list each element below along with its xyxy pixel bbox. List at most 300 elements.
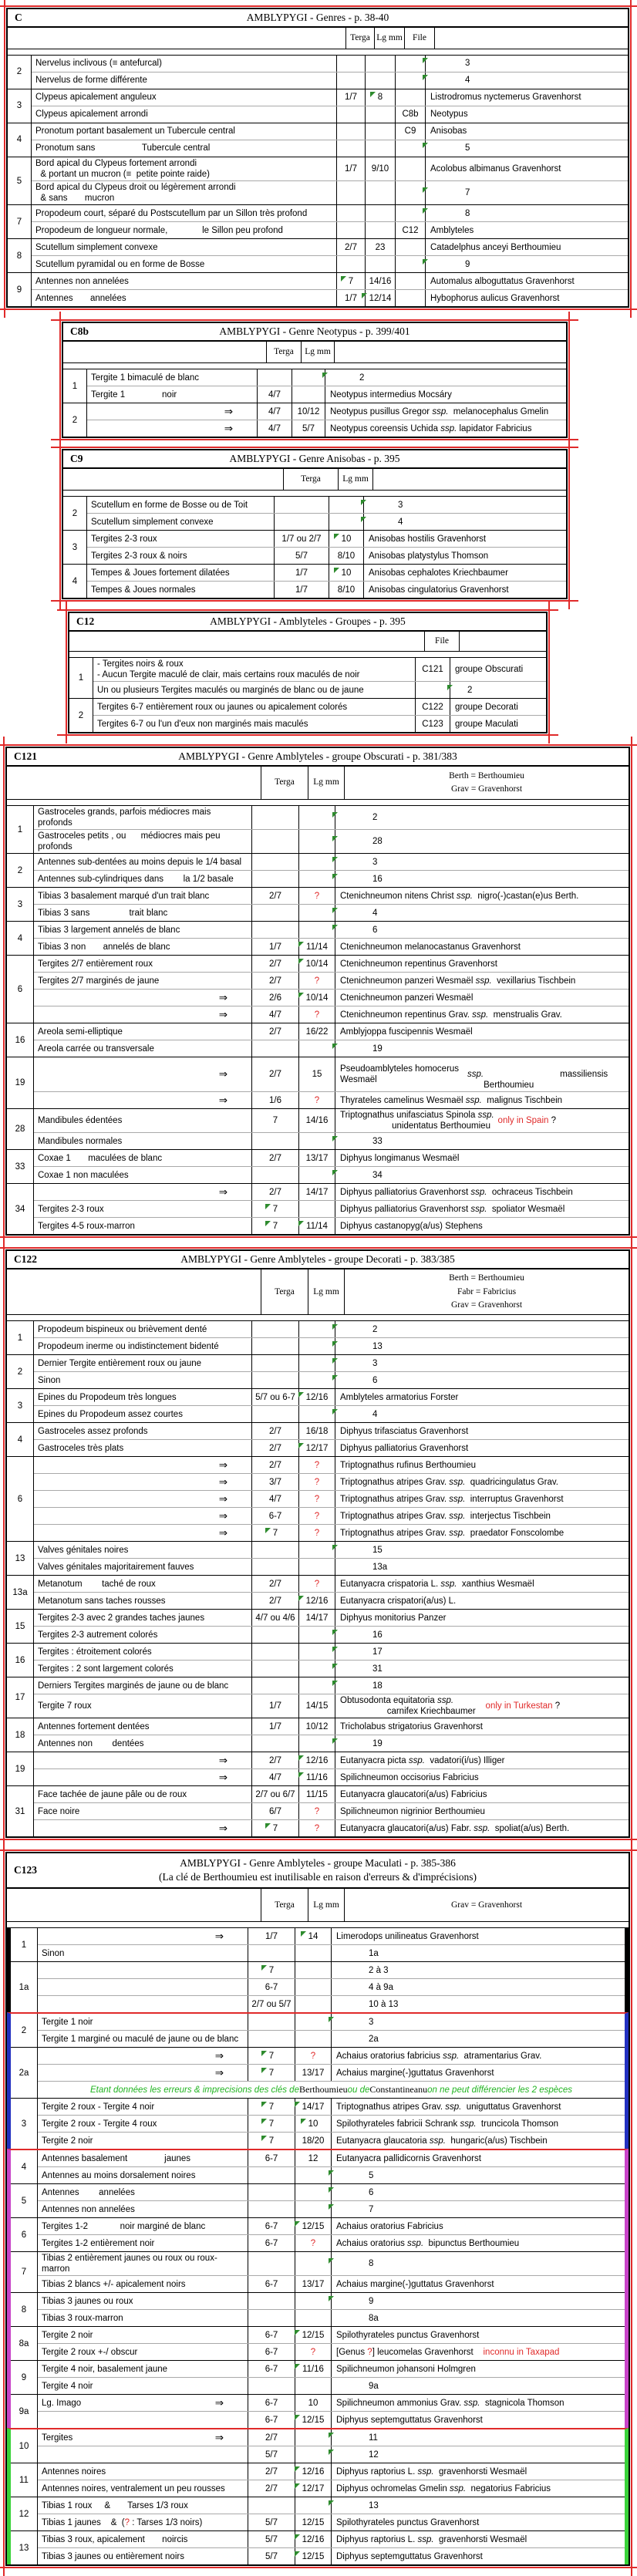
couplet-number: 6 <box>7 956 34 1023</box>
lgmm-value: 23 <box>375 242 386 252</box>
arrow-icon: ⇒ <box>218 1772 228 1784</box>
criterion-cell: Tergite 2 noir <box>42 2330 93 2340</box>
lgmm-value: ? <box>314 1511 320 1521</box>
couplet-rows <box>38 2218 625 2251</box>
species-cell: Eutanyacra glaucatoria ssp. hungaric(a/us) Tischbein <box>331 2133 625 2149</box>
couplet-rows <box>87 403 566 437</box>
lgmm-cell <box>298 871 335 887</box>
species-cell: Triptognathus atripes Grav. ssp. praedator Fonscolombe <box>335 1525 629 1541</box>
terga-cell <box>251 1406 298 1422</box>
next-couplet-ref: 9 <box>336 2296 373 2307</box>
criterion-cell: Propodeum de longueur normale, le Sillon peu profond <box>35 225 283 235</box>
couplet-number: 3 <box>7 888 34 921</box>
lgmm-cell <box>295 2514 331 2530</box>
table-title <box>7 750 629 763</box>
species-cell <box>331 2310 625 2326</box>
couplet-group <box>7 805 629 853</box>
terga-cell <box>336 140 365 157</box>
lgmm-column-header: Lg mm <box>301 342 334 362</box>
species-cell <box>335 1406 629 1422</box>
subspecies-abbrev: ssp. <box>449 1528 466 1538</box>
couplet-group <box>7 1354 629 1388</box>
terga-cell <box>274 548 329 564</box>
comment-marker-icon <box>332 1409 338 1414</box>
lgmm-cell <box>298 1491 335 1507</box>
terga-cell <box>248 2184 295 2200</box>
lgmm-cell <box>295 2548 331 2564</box>
terga-value: 2/7 <box>269 1027 281 1037</box>
criterion-cell: Bord apical du Clypeus droit ou légèrement arrondi & sans mucron <box>35 183 236 204</box>
species-cell: Neotypus intermedius Mocsáry <box>325 386 566 403</box>
lgmm-cell <box>329 497 363 513</box>
file-cell <box>395 140 425 157</box>
lgmm-cell <box>298 806 335 829</box>
red-frame-line <box>568 439 570 609</box>
species-cell <box>331 2378 625 2394</box>
couplet-number: 1 <box>7 806 34 853</box>
subspecies-abbrev: ssp. <box>417 2466 434 2477</box>
terga-column-header: Terga <box>345 28 374 49</box>
criterion-cell: Face noire <box>38 1806 80 1816</box>
next-couplet-ref: 34 <box>340 1170 383 1181</box>
lgmm-value: 13/17 <box>302 2068 325 2078</box>
lgmm-value: 5/7 <box>302 423 315 433</box>
red-frame-line <box>0 1839 637 1840</box>
terga-value: 4/7 <box>269 1494 281 1504</box>
comment-marker-icon <box>332 925 338 930</box>
red-frame-line <box>0 2567 637 2568</box>
subspecies-abbrev: ssp. <box>440 1579 457 1589</box>
lgmm-value: 14/16 <box>369 276 392 286</box>
couplet-number: 9 <box>11 2361 38 2394</box>
couplet-rows <box>34 806 629 853</box>
terga-value: 1/7 <box>295 568 308 578</box>
terga-value: 7 <box>273 1204 278 1215</box>
lgmm-cell <box>298 1201 335 1217</box>
terga-cell <box>274 514 329 530</box>
couplet-rows <box>38 2099 625 2149</box>
species-cell: Spilothyrateles punctus Gravenhorst <box>331 2327 625 2343</box>
subspecies-abbrev: ssp. <box>443 2051 460 2061</box>
terga-cell <box>251 1338 298 1354</box>
key-row <box>34 1184 629 1200</box>
terga-value: 7 <box>273 1221 278 1232</box>
couplet-number: 9 <box>8 273 32 306</box>
couplet-rows <box>34 1677 629 1718</box>
criterion-cell <box>38 2514 248 2530</box>
lgmm-value: ? <box>310 2347 316 2357</box>
comment-marker-icon <box>329 2170 334 2176</box>
species-cell <box>331 2497 625 2514</box>
couplet-group <box>11 1927 625 1961</box>
criterion-cell <box>87 403 257 420</box>
couplet-rows <box>32 157 628 204</box>
key-row <box>93 699 546 715</box>
criterion-cell: Tergite 7 roux <box>38 1701 92 1711</box>
criterion-cell <box>34 1457 251 1473</box>
criterion-cell: Tergite 1 noir <box>91 389 177 400</box>
terga-cell <box>251 1491 298 1507</box>
file-cell <box>395 181 425 204</box>
couplet-group <box>11 2360 625 2394</box>
terga-value: 1/7 ou 2/7 <box>281 534 322 544</box>
lgmm-cell <box>298 1559 335 1575</box>
species-cell: Achaius oratorius Fabricius <box>331 2218 625 2234</box>
terga-value: 6-7 <box>265 2238 278 2248</box>
criterion-cell: Tergite 4 noir, basalement jaune <box>42 2364 168 2374</box>
species-cell: Neotypus <box>425 106 628 123</box>
terga-column-header: Terga <box>283 469 338 490</box>
couplet-rows <box>34 1321 629 1354</box>
comment-marker-icon <box>298 942 304 947</box>
couplet-group <box>7 1541 629 1575</box>
species-cell <box>331 2344 625 2360</box>
terga-cell <box>248 2099 295 2115</box>
subspecies-abbrev: ssp. <box>432 406 449 416</box>
subspecies-abbrev: ssp. <box>467 1070 484 1080</box>
key-row <box>38 2343 625 2360</box>
lgmm-cell <box>295 1945 331 1961</box>
red-annotation: ? <box>367 2347 372 2357</box>
lgmm-value: 13/17 <box>305 1153 329 1163</box>
subspecies-abbrev: ssp. <box>450 2483 467 2493</box>
species-cell <box>425 205 628 221</box>
lgmm-value: 12/15 <box>302 2221 325 2232</box>
couplet-group <box>7 1388 629 1422</box>
criterion-cell: Tergites 6-7 ou l'un d'eux non marginés mais maculés <box>97 719 308 729</box>
table-title-row <box>7 748 629 767</box>
terga-cell <box>251 1321 298 1337</box>
key-row <box>38 1944 625 1961</box>
comment-marker-icon <box>423 187 428 193</box>
lgmm-value: 12/15 <box>302 2330 325 2341</box>
criterion-cell: Valves génitales noires <box>38 1545 129 1555</box>
criterion-cell: Tibias 3 roux, apicalement noircis <box>42 2534 188 2544</box>
terga-cell <box>248 2252 295 2275</box>
header-spacer-row <box>63 363 566 369</box>
species-cell: Triptognathus atripes Grav. ssp. interruptus Gravenhorst <box>335 1491 629 1507</box>
couplet-number: 8 <box>8 239 32 272</box>
lgmm-cell <box>298 1644 335 1660</box>
table-code: C121 <box>14 750 37 762</box>
species-cell <box>335 1372 629 1388</box>
criterion-cell: Antennes au moins dorsalement noires <box>42 2170 196 2180</box>
terga-cell <box>251 1006 298 1023</box>
next-couplet-ref: 5 <box>430 143 470 153</box>
band-colored <box>7 2428 629 2564</box>
key-row <box>38 2446 625 2463</box>
key-row <box>32 273 628 289</box>
lgmm-value: 10 <box>342 534 352 545</box>
lgmm-value: ? <box>314 1579 320 1589</box>
table-title-row <box>63 323 566 342</box>
column-header-spacer <box>8 28 345 49</box>
couplet-group <box>7 1575 629 1609</box>
comment-marker-icon <box>423 75 428 80</box>
file-cell <box>395 273 425 289</box>
terga-value: 6/7 <box>269 1806 281 1816</box>
lgmm-cell <box>298 1677 335 1694</box>
key-row <box>34 1610 629 1626</box>
lgmm-cell <box>298 1218 335 1234</box>
terga-cell <box>251 1508 298 1524</box>
terga-cell <box>257 386 292 403</box>
criterion-cell: Tergites : 2 sont largement colorés <box>38 1664 174 1674</box>
couplet-group <box>7 1183 629 1234</box>
species-cell: Pseudoamblyteles homocerus Wesmaël ssp. massiliensis Berthoumieu <box>335 1057 629 1091</box>
terga-value: 2/7 ou 5/7 <box>251 1999 292 2009</box>
key-row <box>38 2531 625 2547</box>
terga-cell <box>257 403 292 420</box>
terga-cell <box>251 1372 298 1388</box>
lgmm-value: 12/16 <box>302 2466 325 2477</box>
species-cell <box>335 905 629 921</box>
terga-value: 7 <box>349 276 353 287</box>
terga-cell <box>251 939 298 955</box>
column-header-spacer <box>7 1269 261 1314</box>
terga-cell <box>251 956 298 972</box>
species-cell: Diphyus monitorius Panzer <box>335 1610 629 1626</box>
lgmm-cell <box>295 2412 331 2428</box>
terga-value: 4/7 <box>268 423 281 433</box>
next-couplet-ref: 1a <box>369 1948 379 1958</box>
couplet-number: 2 <box>8 56 32 89</box>
key-row <box>32 205 628 221</box>
table-title <box>69 615 546 628</box>
criterion-cell: Tergite 1 noir <box>42 2017 93 2027</box>
couplet-number: 3 <box>11 2099 38 2149</box>
terga-value: 2/7 <box>269 976 281 986</box>
key-row <box>38 2064 625 2081</box>
red-frame-line <box>631 737 632 1246</box>
lgmm-cell <box>295 2184 331 2200</box>
key-table-frame-C9 <box>62 449 568 599</box>
criterion-cell: Antennes noires, ventralement un peu rousses <box>42 2483 225 2493</box>
species-cell: Diphyus castanopyg(a/us) Stephens <box>335 1218 629 1234</box>
lgmm-cell <box>365 239 395 255</box>
terga-cell <box>248 1979 295 1995</box>
subspecies-abbrev: ssp. <box>440 423 457 433</box>
key-row <box>34 1507 629 1524</box>
file-cell <box>415 658 450 681</box>
couplet-rows <box>38 2048 625 2098</box>
lgmm-cell <box>298 1752 335 1768</box>
terga-cell <box>248 2133 295 2149</box>
criterion-cell: Mandibules édentées <box>38 1116 123 1126</box>
text-segment: Obtusodonta equitatoria ssp. carnifex Kriechbaumer <box>340 1696 486 1717</box>
red-frame-line <box>57 734 558 736</box>
comment-marker-icon <box>329 2204 334 2210</box>
comment-marker-icon <box>295 2483 300 2489</box>
key-row <box>34 1660 629 1677</box>
criterion-cell <box>38 1996 248 2012</box>
comment-marker-icon <box>329 2296 334 2301</box>
couplet-group <box>7 1149 629 1183</box>
criterion-cell: Metanotum sans taches rousses <box>38 1596 166 1606</box>
terga-value: 7 <box>269 2068 274 2079</box>
species-cell: Ctenichneumon melanocastanus Gravenhorst <box>335 939 629 955</box>
text-segment: Constantineanu <box>369 2084 428 2096</box>
lgmm-cell <box>365 256 395 272</box>
terga-value: 2/7 <box>269 1426 281 1436</box>
identification-key-page <box>0 8 637 2566</box>
lgmm-cell <box>298 1150 335 1166</box>
couplet-number: 3 <box>7 1389 34 1422</box>
key-row <box>34 1040 629 1057</box>
lgmm-cell <box>295 2463 331 2480</box>
criterion-cell: Antennes non dentées <box>38 1738 144 1748</box>
lgmm-cell <box>298 1440 335 1456</box>
file-cell <box>395 106 425 123</box>
terga-value: 2/7 <box>345 242 357 252</box>
terga-cell <box>248 1996 295 2012</box>
lgmm-value: 10/12 <box>305 1721 329 1731</box>
species-cell <box>425 140 628 157</box>
species-cell: Amblyteles armatorius Forster <box>335 1389 629 1405</box>
couplet-rows <box>38 2014 625 2047</box>
couplet-group <box>8 272 628 306</box>
couplet-rows <box>32 123 628 157</box>
couplet-rows <box>34 956 629 1023</box>
lgmm-cell <box>298 1372 335 1388</box>
column-header-spacer <box>63 469 283 490</box>
couplet-number: 2a <box>11 2048 38 2098</box>
lgmm-value: 12/15 <box>302 2517 325 2527</box>
lgmm-value: ? <box>314 1528 320 1538</box>
couplet-number: 2 <box>11 2014 38 2047</box>
species-cell <box>335 1167 629 1183</box>
couplet-number: 6 <box>7 1457 34 1541</box>
lgmm-cell <box>298 1184 335 1200</box>
terga-cell <box>251 922 298 938</box>
lgmm-cell <box>329 582 363 598</box>
couplet-rows <box>34 1389 629 1422</box>
terga-cell <box>248 2031 295 2047</box>
couplet-rows <box>34 1423 629 1456</box>
lgmm-cell <box>329 514 363 530</box>
lgmm-cell <box>365 181 395 204</box>
band <box>8 55 628 306</box>
couplet-group <box>63 496 566 530</box>
terga-cell <box>248 2218 295 2234</box>
terga-value: 1/6 <box>269 1095 281 1105</box>
species-cell <box>335 1661 629 1677</box>
lgmm-value: ? <box>314 891 320 901</box>
criterion-cell: Antennes fortement dentées <box>38 1721 150 1731</box>
table-title-text: AMBLYPYGI - Amblyteles - Groupes - p. 395 <box>210 615 406 627</box>
terga-cell <box>251 871 298 887</box>
legend-line: Fabr = Fabricius <box>457 1286 517 1296</box>
comment-marker-icon <box>265 1528 271 1533</box>
lgmm-cell <box>298 1321 335 1337</box>
couplet-group <box>7 1320 629 1354</box>
key-row <box>38 2309 625 2326</box>
lgmm-cell <box>295 2014 331 2030</box>
table-code: C9 <box>70 452 83 464</box>
lgmm-value: 10/12 <box>297 406 320 416</box>
next-couplet-ref: 12 <box>336 2450 379 2460</box>
couplet-number: 4 <box>7 1423 34 1456</box>
species-cell: Anisobas <box>425 123 628 140</box>
terga-value: 2/7 <box>269 1443 281 1453</box>
key-row <box>34 854 629 870</box>
lgmm-cell <box>295 2327 331 2343</box>
terga-value: 7 <box>273 1823 278 1834</box>
criterion-cell: Dernier Tergite entièrement roux ou jaune <box>38 1358 202 1368</box>
couplet-number: 2 <box>63 403 87 437</box>
comment-marker-icon <box>361 500 366 505</box>
legend-line: Berth = Berthoumieu <box>449 770 524 781</box>
criterion-cell: Tibias 3 sans trait blanc <box>38 908 168 918</box>
comment-marker-icon <box>301 1931 306 1937</box>
terga-cell <box>251 1133 298 1149</box>
criterion-cell <box>34 1508 251 1524</box>
terga-value: 2/7 <box>269 1153 281 1163</box>
criterion-cell: Scutellum simplement convexe <box>91 517 214 527</box>
terga-cell <box>251 1092 298 1108</box>
couplet-number: 1 <box>69 658 93 698</box>
lgmm-cell <box>295 2150 331 2166</box>
red-frame-line <box>0 1236 637 1238</box>
key-row <box>32 140 628 157</box>
file-cell <box>415 682 450 698</box>
table-title-text: AMBLYPYGI - Genre Amblyteles - groupe Maculati - p. 385-386 <box>180 1856 456 1869</box>
terga-cell <box>251 1661 298 1677</box>
criterion-cell <box>38 2065 248 2081</box>
criterion-cell: Clypeus apicalement anguleux <box>35 93 157 103</box>
lgmm-cell <box>295 2310 331 2326</box>
band <box>63 496 566 598</box>
subspecies-abbrev: ssp. <box>449 1494 466 1504</box>
lgmm-cell <box>365 140 395 157</box>
column-header-row <box>63 469 566 491</box>
couplet-number: 28 <box>7 1109 34 1149</box>
red-annotation: only in Spain <box>497 1116 549 1126</box>
species-cell: Achaius oratorius ssp. bipunctus Berthoumieu <box>331 2235 625 2251</box>
table-title <box>63 453 566 465</box>
criterion-cell: Gastroceles grands, parfois médiocres mais profonds <box>38 808 228 828</box>
legend-line: Grav = Gravenhorst <box>450 1900 523 1910</box>
header-spacer-row <box>7 800 629 805</box>
couplet-number: 13 <box>7 1542 34 1575</box>
authors-legend <box>334 342 566 362</box>
lgmm-cell <box>298 1718 335 1735</box>
terga-cell <box>251 1023 298 1040</box>
next-couplet-ref: 13a <box>372 1562 388 1572</box>
terga-cell <box>248 2116 295 2132</box>
terga-cell <box>251 1694 298 1718</box>
lgmm-cell <box>295 2344 331 2360</box>
couplet-group <box>63 564 566 598</box>
criterion-cell: Tempes & Joues normales <box>91 585 196 595</box>
terga-cell <box>251 1803 298 1819</box>
green-note-text: Etant données les erreurs & imprecisions des clés de <box>89 2085 299 2095</box>
next-couplet-ref: 31 <box>340 1664 383 1674</box>
terga-cell <box>248 2412 295 2428</box>
criterion-cell: Tergite 2 noir <box>42 2136 93 2146</box>
key-row <box>38 2166 625 2183</box>
couplet-group <box>11 2497 625 2530</box>
terga-cell <box>336 273 365 289</box>
terga-value: 6-7 <box>265 2330 278 2340</box>
couplet-rows <box>34 1109 629 1149</box>
criterion-cell <box>34 1006 251 1023</box>
authors-legend <box>344 767 629 799</box>
key-table-C12 <box>68 612 548 733</box>
lgmm-cell <box>365 205 395 221</box>
terga-cell <box>251 973 298 989</box>
couplet-rows <box>38 2327 625 2360</box>
